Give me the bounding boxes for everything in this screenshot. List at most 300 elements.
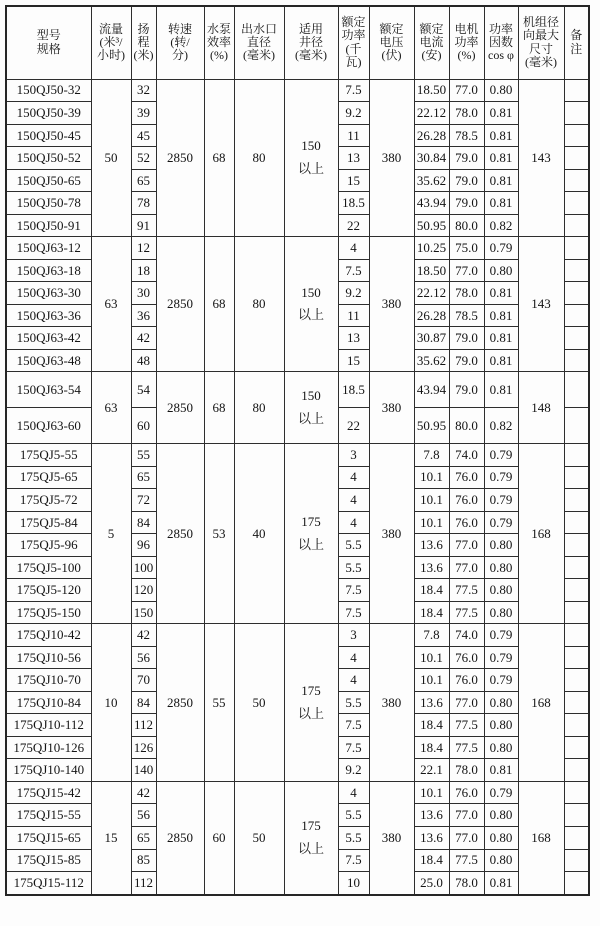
cell-rated-current: 43.94 bbox=[414, 192, 449, 215]
header-rated-power: 额定 功率 (千 瓦) bbox=[338, 6, 369, 79]
header-rated-voltage: 额定 电压 (伏) bbox=[369, 6, 414, 79]
cell-head: 42 bbox=[131, 327, 156, 350]
cell-head: 85 bbox=[131, 849, 156, 872]
cell-rated-current: 10.1 bbox=[414, 489, 449, 512]
cell-model: 175QJ10-112 bbox=[6, 714, 91, 737]
cell-remark bbox=[564, 714, 589, 737]
cell-rated-power: 13 bbox=[338, 327, 369, 350]
cell-remark bbox=[564, 372, 589, 408]
cell-model: 150QJ63-42 bbox=[6, 327, 91, 350]
cell-model: 150QJ50-52 bbox=[6, 147, 91, 170]
cell-rated-power: 7.5 bbox=[338, 79, 369, 102]
cell-rated-voltage: 380 bbox=[369, 372, 414, 444]
cell-power-factor: 0.79 bbox=[484, 466, 518, 489]
cell-model: 175QJ5-96 bbox=[6, 534, 91, 557]
cell-motor-efficiency: 79.0 bbox=[449, 169, 484, 192]
cell-rated-power: 4 bbox=[338, 237, 369, 260]
cell-head: 30 bbox=[131, 282, 156, 305]
cell-head: 78 bbox=[131, 192, 156, 215]
cell-remark bbox=[564, 489, 589, 512]
cell-power-factor: 0.79 bbox=[484, 646, 518, 669]
cell-power-factor: 0.82 bbox=[484, 408, 518, 444]
cell-remark bbox=[564, 192, 589, 215]
cell-max-radial-dimension: 168 bbox=[518, 624, 564, 782]
table-body bbox=[6, 79, 589, 895]
cell-rated-current: 22.12 bbox=[414, 102, 449, 125]
cell-motor-efficiency: 77.5 bbox=[449, 601, 484, 624]
cell-head: 140 bbox=[131, 759, 156, 782]
cell-outlet-diameter: 50 bbox=[234, 781, 284, 895]
cell-power-factor: 0.80 bbox=[484, 849, 518, 872]
cell-remark bbox=[564, 804, 589, 827]
header-rated-current: 额定 电流 (安) bbox=[414, 6, 449, 79]
cell-motor-efficiency: 78.5 bbox=[449, 304, 484, 327]
cell-max-radial-dimension: 168 bbox=[518, 781, 564, 895]
cell-rated-current: 18.4 bbox=[414, 736, 449, 759]
cell-power-factor: 0.79 bbox=[484, 489, 518, 512]
pump-spec-table bbox=[5, 5, 590, 896]
cell-power-factor: 0.80 bbox=[484, 827, 518, 850]
cell-model: 175QJ5-84 bbox=[6, 511, 91, 534]
cell-rated-current: 43.94 bbox=[414, 372, 449, 408]
cell-head: 65 bbox=[131, 169, 156, 192]
cell-flow: 5 bbox=[91, 443, 131, 623]
table-header bbox=[6, 6, 589, 79]
cell-rated-current: 18.4 bbox=[414, 714, 449, 737]
cell-motor-efficiency: 77.0 bbox=[449, 556, 484, 579]
header-head: 扬 程 (米) bbox=[131, 6, 156, 79]
cell-rated-power: 4 bbox=[338, 646, 369, 669]
cell-rated-voltage: 380 bbox=[369, 781, 414, 895]
cell-rated-power: 7.5 bbox=[338, 736, 369, 759]
cell-motor-efficiency: 75.0 bbox=[449, 237, 484, 260]
header-row bbox=[6, 6, 589, 79]
cell-motor-efficiency: 79.0 bbox=[449, 349, 484, 372]
cell-remark bbox=[564, 214, 589, 237]
cell-rated-current: 7.8 bbox=[414, 443, 449, 466]
cell-model: 175QJ5-72 bbox=[6, 489, 91, 512]
cell-rated-current: 30.84 bbox=[414, 147, 449, 170]
cell-flow: 10 bbox=[91, 624, 131, 782]
cell-remark bbox=[564, 327, 589, 350]
cell-motor-efficiency: 78.0 bbox=[449, 872, 484, 895]
cell-power-factor: 0.79 bbox=[484, 511, 518, 534]
cell-model: 175QJ10-140 bbox=[6, 759, 91, 782]
header-power-factor: 功率 因数 cos φ bbox=[484, 6, 518, 79]
cell-model: 175QJ10-56 bbox=[6, 646, 91, 669]
cell-model: 150QJ63-54 bbox=[6, 372, 91, 408]
cell-model: 175QJ15-112 bbox=[6, 872, 91, 895]
cell-remark bbox=[564, 443, 589, 466]
cell-rated-power: 5.5 bbox=[338, 556, 369, 579]
cell-speed: 2850 bbox=[156, 372, 204, 444]
cell-rated-power: 4 bbox=[338, 489, 369, 512]
header-pump-efficiency: 水泵 效率 (%) bbox=[204, 6, 234, 79]
cell-motor-efficiency: 77.5 bbox=[449, 714, 484, 737]
cell-power-factor: 0.82 bbox=[484, 214, 518, 237]
cell-rated-power: 3 bbox=[338, 443, 369, 466]
cell-model: 175QJ5-150 bbox=[6, 601, 91, 624]
cell-speed: 2850 bbox=[156, 781, 204, 895]
cell-rated-current: 35.62 bbox=[414, 349, 449, 372]
cell-rated-voltage: 380 bbox=[369, 443, 414, 623]
cell-head: 45 bbox=[131, 124, 156, 147]
cell-rated-current: 25.0 bbox=[414, 872, 449, 895]
cell-head: 55 bbox=[131, 443, 156, 466]
cell-rated-current: 50.95 bbox=[414, 408, 449, 444]
cell-model: 150QJ50-65 bbox=[6, 169, 91, 192]
cell-rated-power: 15 bbox=[338, 349, 369, 372]
cell-power-factor: 0.81 bbox=[484, 349, 518, 372]
cell-model: 150QJ63-18 bbox=[6, 259, 91, 282]
cell-power-factor: 0.80 bbox=[484, 736, 518, 759]
cell-well-diameter: 175 以上 bbox=[284, 443, 338, 623]
cell-rated-current: 7.8 bbox=[414, 624, 449, 647]
cell-head: 65 bbox=[131, 827, 156, 850]
cell-model: 175QJ10-42 bbox=[6, 624, 91, 647]
cell-max-radial-dimension: 143 bbox=[518, 79, 564, 237]
cell-head: 112 bbox=[131, 872, 156, 895]
cell-head: 42 bbox=[131, 781, 156, 804]
cell-remark bbox=[564, 849, 589, 872]
cell-head: 56 bbox=[131, 646, 156, 669]
cell-rated-power: 7.5 bbox=[338, 601, 369, 624]
cell-head: 36 bbox=[131, 304, 156, 327]
cell-rated-power: 18.5 bbox=[338, 372, 369, 408]
cell-outlet-diameter: 50 bbox=[234, 624, 284, 782]
cell-rated-current: 10.25 bbox=[414, 237, 449, 260]
cell-rated-power: 5.5 bbox=[338, 804, 369, 827]
cell-rated-power: 11 bbox=[338, 304, 369, 327]
cell-remark bbox=[564, 259, 589, 282]
cell-motor-efficiency: 79.0 bbox=[449, 327, 484, 350]
cell-model: 150QJ63-30 bbox=[6, 282, 91, 305]
cell-power-factor: 0.80 bbox=[484, 601, 518, 624]
table-row bbox=[6, 79, 589, 102]
cell-rated-power: 4 bbox=[338, 669, 369, 692]
cell-power-factor: 0.81 bbox=[484, 169, 518, 192]
cell-model: 175QJ15-42 bbox=[6, 781, 91, 804]
cell-rated-current: 30.87 bbox=[414, 327, 449, 350]
cell-head: 60 bbox=[131, 408, 156, 444]
cell-rated-current: 18.50 bbox=[414, 79, 449, 102]
cell-rated-power: 3 bbox=[338, 624, 369, 647]
cell-head: 96 bbox=[131, 534, 156, 557]
cell-model: 175QJ15-65 bbox=[6, 827, 91, 850]
cell-pump-efficiency: 68 bbox=[204, 372, 234, 444]
cell-remark bbox=[564, 102, 589, 125]
cell-model: 175QJ10-84 bbox=[6, 691, 91, 714]
cell-head: 72 bbox=[131, 489, 156, 512]
cell-rated-voltage: 380 bbox=[369, 79, 414, 237]
cell-power-factor: 0.81 bbox=[484, 192, 518, 215]
cell-rated-power: 18.5 bbox=[338, 192, 369, 215]
cell-power-factor: 0.81 bbox=[484, 304, 518, 327]
cell-remark bbox=[564, 408, 589, 444]
cell-motor-efficiency: 80.0 bbox=[449, 214, 484, 237]
cell-rated-power: 5.5 bbox=[338, 827, 369, 850]
cell-rated-current: 18.4 bbox=[414, 849, 449, 872]
cell-head: 32 bbox=[131, 79, 156, 102]
cell-motor-efficiency: 77.0 bbox=[449, 259, 484, 282]
cell-rated-power: 7.5 bbox=[338, 579, 369, 602]
cell-remark bbox=[564, 124, 589, 147]
cell-model: 150QJ63-36 bbox=[6, 304, 91, 327]
cell-remark bbox=[564, 147, 589, 170]
cell-motor-efficiency: 77.5 bbox=[449, 849, 484, 872]
cell-motor-efficiency: 79.0 bbox=[449, 372, 484, 408]
cell-flow: 15 bbox=[91, 781, 131, 895]
cell-power-factor: 0.80 bbox=[484, 79, 518, 102]
cell-rated-current: 18.50 bbox=[414, 259, 449, 282]
cell-power-factor: 0.80 bbox=[484, 804, 518, 827]
cell-outlet-diameter: 80 bbox=[234, 79, 284, 237]
cell-motor-efficiency: 76.0 bbox=[449, 781, 484, 804]
cell-motor-efficiency: 78.0 bbox=[449, 759, 484, 782]
cell-rated-current: 10.1 bbox=[414, 669, 449, 692]
cell-well-diameter: 150 以上 bbox=[284, 372, 338, 444]
cell-model: 150QJ50-78 bbox=[6, 192, 91, 215]
cell-head: 70 bbox=[131, 669, 156, 692]
cell-head: 120 bbox=[131, 579, 156, 602]
cell-remark bbox=[564, 781, 589, 804]
cell-model: 175QJ15-55 bbox=[6, 804, 91, 827]
cell-rated-current: 26.28 bbox=[414, 304, 449, 327]
cell-max-radial-dimension: 168 bbox=[518, 443, 564, 623]
header-speed: 转速 (转/ 分) bbox=[156, 6, 204, 79]
cell-rated-voltage: 380 bbox=[369, 624, 414, 782]
cell-rated-power: 9.2 bbox=[338, 759, 369, 782]
cell-head: 65 bbox=[131, 466, 156, 489]
table-row bbox=[6, 624, 589, 647]
cell-model: 150QJ63-60 bbox=[6, 408, 91, 444]
cell-motor-efficiency: 74.0 bbox=[449, 624, 484, 647]
cell-rated-power: 9.2 bbox=[338, 282, 369, 305]
cell-head: 100 bbox=[131, 556, 156, 579]
cell-remark bbox=[564, 736, 589, 759]
cell-rated-power: 4 bbox=[338, 781, 369, 804]
cell-model: 175QJ5-55 bbox=[6, 443, 91, 466]
cell-speed: 2850 bbox=[156, 624, 204, 782]
cell-rated-current: 22.12 bbox=[414, 282, 449, 305]
cell-remark bbox=[564, 282, 589, 305]
cell-rated-current: 22.1 bbox=[414, 759, 449, 782]
cell-remark bbox=[564, 237, 589, 260]
cell-rated-power: 4 bbox=[338, 511, 369, 534]
cell-power-factor: 0.80 bbox=[484, 714, 518, 737]
cell-model: 175QJ15-85 bbox=[6, 849, 91, 872]
cell-power-factor: 0.81 bbox=[484, 147, 518, 170]
cell-motor-efficiency: 76.0 bbox=[449, 511, 484, 534]
cell-power-factor: 0.81 bbox=[484, 282, 518, 305]
cell-rated-current: 13.6 bbox=[414, 556, 449, 579]
cell-head: 54 bbox=[131, 372, 156, 408]
cell-remark bbox=[564, 79, 589, 102]
cell-max-radial-dimension: 143 bbox=[518, 237, 564, 372]
cell-model: 150QJ50-45 bbox=[6, 124, 91, 147]
cell-model: 150QJ63-12 bbox=[6, 237, 91, 260]
cell-max-radial-dimension: 148 bbox=[518, 372, 564, 444]
cell-remark bbox=[564, 466, 589, 489]
cell-remark bbox=[564, 304, 589, 327]
cell-motor-efficiency: 79.0 bbox=[449, 147, 484, 170]
cell-model: 175QJ5-120 bbox=[6, 579, 91, 602]
cell-rated-power: 7.5 bbox=[338, 259, 369, 282]
cell-rated-power: 10 bbox=[338, 872, 369, 895]
cell-rated-power: 15 bbox=[338, 169, 369, 192]
cell-rated-power: 4 bbox=[338, 466, 369, 489]
cell-rated-current: 35.62 bbox=[414, 169, 449, 192]
cell-head: 84 bbox=[131, 691, 156, 714]
cell-motor-efficiency: 77.0 bbox=[449, 804, 484, 827]
header-well-diameter: 适用 井径 (毫米) bbox=[284, 6, 338, 79]
cell-remark bbox=[564, 827, 589, 850]
cell-motor-efficiency: 78.0 bbox=[449, 282, 484, 305]
cell-remark bbox=[564, 601, 589, 624]
table-row bbox=[6, 372, 589, 408]
cell-well-diameter: 175 以上 bbox=[284, 624, 338, 782]
cell-rated-current: 13.6 bbox=[414, 534, 449, 557]
cell-model: 175QJ10-126 bbox=[6, 736, 91, 759]
cell-head: 112 bbox=[131, 714, 156, 737]
cell-power-factor: 0.79 bbox=[484, 624, 518, 647]
cell-model: 150QJ50-91 bbox=[6, 214, 91, 237]
cell-rated-current: 26.28 bbox=[414, 124, 449, 147]
cell-motor-efficiency: 77.0 bbox=[449, 827, 484, 850]
cell-remark bbox=[564, 579, 589, 602]
cell-pump-efficiency: 60 bbox=[204, 781, 234, 895]
cell-head: 39 bbox=[131, 102, 156, 125]
cell-power-factor: 0.79 bbox=[484, 237, 518, 260]
cell-power-factor: 0.81 bbox=[484, 372, 518, 408]
cell-remark bbox=[564, 534, 589, 557]
cell-head: 150 bbox=[131, 601, 156, 624]
cell-head: 84 bbox=[131, 511, 156, 534]
cell-power-factor: 0.81 bbox=[484, 124, 518, 147]
cell-remark bbox=[564, 759, 589, 782]
cell-motor-efficiency: 76.0 bbox=[449, 489, 484, 512]
cell-rated-current: 10.1 bbox=[414, 646, 449, 669]
cell-head: 56 bbox=[131, 804, 156, 827]
header-outlet-diameter: 出水口 直径 (毫米) bbox=[234, 6, 284, 79]
cell-power-factor: 0.80 bbox=[484, 691, 518, 714]
header-flow: 流量 (米³/ 小时) bbox=[91, 6, 131, 79]
cell-head: 48 bbox=[131, 349, 156, 372]
cell-pump-efficiency: 53 bbox=[204, 443, 234, 623]
cell-rated-current: 18.4 bbox=[414, 601, 449, 624]
cell-head: 18 bbox=[131, 259, 156, 282]
cell-flow: 50 bbox=[91, 79, 131, 237]
cell-speed: 2850 bbox=[156, 79, 204, 237]
cell-rated-power: 13 bbox=[338, 147, 369, 170]
cell-model: 175QJ10-70 bbox=[6, 669, 91, 692]
cell-outlet-diameter: 80 bbox=[234, 237, 284, 372]
cell-power-factor: 0.80 bbox=[484, 556, 518, 579]
cell-rated-power: 22 bbox=[338, 214, 369, 237]
cell-remark bbox=[564, 556, 589, 579]
table-row bbox=[6, 237, 589, 260]
cell-speed: 2850 bbox=[156, 237, 204, 372]
cell-rated-current: 10.1 bbox=[414, 466, 449, 489]
cell-rated-voltage: 380 bbox=[369, 237, 414, 372]
cell-remark bbox=[564, 511, 589, 534]
cell-well-diameter: 150 以上 bbox=[284, 79, 338, 237]
header-motor-efficiency: 电机 功率 (%) bbox=[449, 6, 484, 79]
cell-power-factor: 0.79 bbox=[484, 669, 518, 692]
cell-head: 12 bbox=[131, 237, 156, 260]
cell-remark bbox=[564, 691, 589, 714]
cell-remark bbox=[564, 669, 589, 692]
cell-flow: 63 bbox=[91, 372, 131, 444]
cell-power-factor: 0.80 bbox=[484, 259, 518, 282]
cell-power-factor: 0.81 bbox=[484, 102, 518, 125]
cell-power-factor: 0.79 bbox=[484, 781, 518, 804]
cell-power-factor: 0.80 bbox=[484, 534, 518, 557]
cell-pump-efficiency: 68 bbox=[204, 237, 234, 372]
cell-remark bbox=[564, 872, 589, 895]
cell-power-factor: 0.79 bbox=[484, 443, 518, 466]
cell-motor-efficiency: 78.0 bbox=[449, 102, 484, 125]
cell-speed: 2850 bbox=[156, 443, 204, 623]
cell-head: 91 bbox=[131, 214, 156, 237]
cell-model: 150QJ50-32 bbox=[6, 79, 91, 102]
cell-head: 126 bbox=[131, 736, 156, 759]
cell-remark bbox=[564, 169, 589, 192]
cell-remark bbox=[564, 349, 589, 372]
cell-rated-current: 10.1 bbox=[414, 511, 449, 534]
table-row bbox=[6, 781, 589, 804]
cell-motor-efficiency: 79.0 bbox=[449, 192, 484, 215]
cell-rated-current: 18.4 bbox=[414, 579, 449, 602]
cell-rated-current: 50.95 bbox=[414, 214, 449, 237]
cell-rated-current: 13.6 bbox=[414, 691, 449, 714]
cell-power-factor: 0.81 bbox=[484, 872, 518, 895]
cell-motor-efficiency: 74.0 bbox=[449, 443, 484, 466]
header-remark: 备 注 bbox=[564, 6, 589, 79]
cell-rated-power: 7.5 bbox=[338, 849, 369, 872]
cell-motor-efficiency: 76.0 bbox=[449, 646, 484, 669]
header-model: 型号 规格 bbox=[6, 6, 91, 79]
cell-motor-efficiency: 80.0 bbox=[449, 408, 484, 444]
cell-model: 175QJ5-100 bbox=[6, 556, 91, 579]
cell-outlet-diameter: 40 bbox=[234, 443, 284, 623]
cell-motor-efficiency: 77.5 bbox=[449, 579, 484, 602]
cell-power-factor: 0.81 bbox=[484, 327, 518, 350]
cell-motor-efficiency: 77.0 bbox=[449, 534, 484, 557]
cell-outlet-diameter: 80 bbox=[234, 372, 284, 444]
cell-power-factor: 0.81 bbox=[484, 759, 518, 782]
cell-motor-efficiency: 76.0 bbox=[449, 669, 484, 692]
header-max-radial-dimension: 机组径 向最大 尺寸 (毫米) bbox=[518, 6, 564, 79]
cell-rated-power: 11 bbox=[338, 124, 369, 147]
cell-model: 175QJ5-65 bbox=[6, 466, 91, 489]
cell-pump-efficiency: 68 bbox=[204, 79, 234, 237]
cell-rated-power: 9.2 bbox=[338, 102, 369, 125]
cell-head: 52 bbox=[131, 147, 156, 170]
cell-pump-efficiency: 55 bbox=[204, 624, 234, 782]
cell-remark bbox=[564, 624, 589, 647]
cell-rated-power: 22 bbox=[338, 408, 369, 444]
table-row bbox=[6, 443, 589, 466]
cell-motor-efficiency: 76.0 bbox=[449, 466, 484, 489]
cell-rated-power: 7.5 bbox=[338, 714, 369, 737]
cell-rated-current: 10.1 bbox=[414, 781, 449, 804]
cell-rated-current: 13.6 bbox=[414, 804, 449, 827]
cell-motor-efficiency: 77.0 bbox=[449, 79, 484, 102]
cell-head: 42 bbox=[131, 624, 156, 647]
cell-flow: 63 bbox=[91, 237, 131, 372]
cell-rated-power: 5.5 bbox=[338, 691, 369, 714]
